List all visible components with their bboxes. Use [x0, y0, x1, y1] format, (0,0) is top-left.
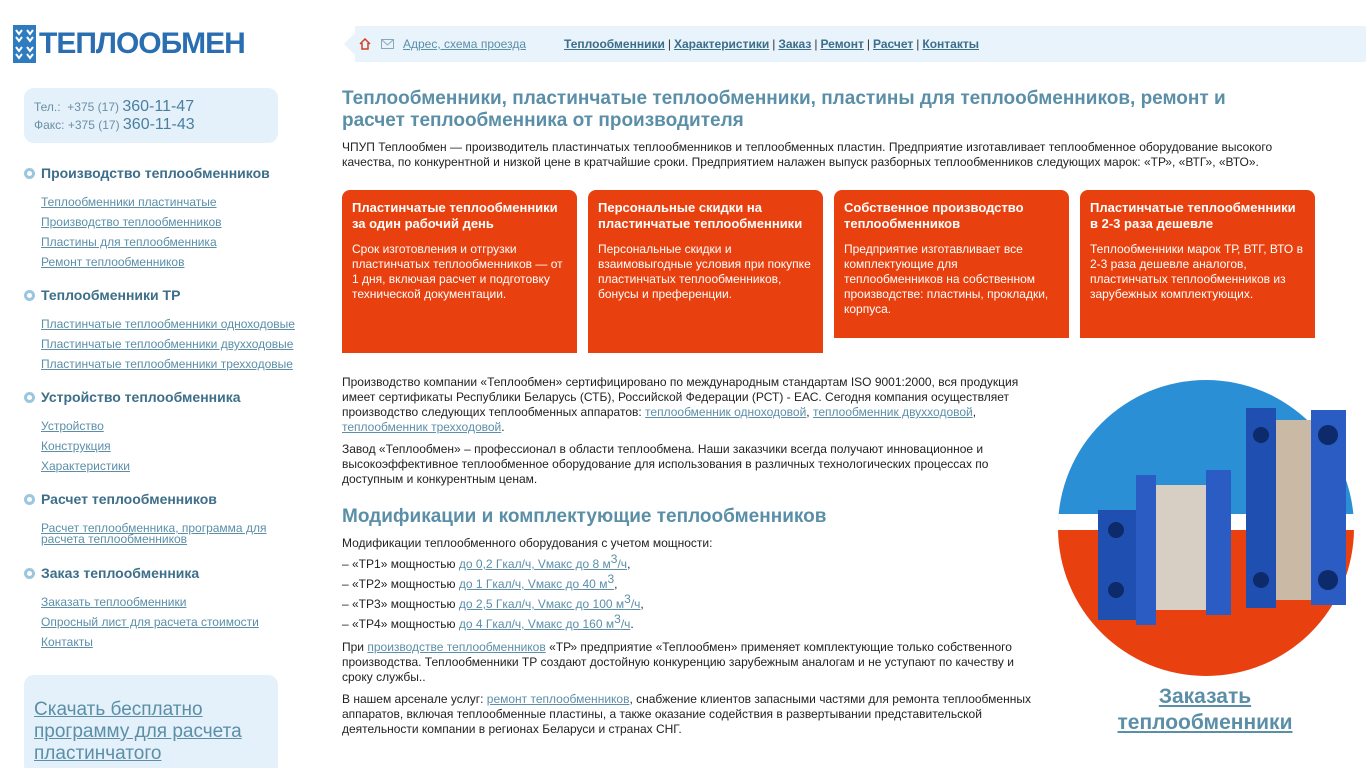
heat-exchanger-image[interactable] [1056, 380, 1366, 680]
sidebar-heading: Расчет теплообменников [41, 491, 217, 507]
bullet-icon [24, 290, 35, 301]
bullet-icon [24, 494, 35, 505]
logo-text: ТЕПЛООБМЕН [39, 27, 245, 60]
feature-card[interactable] [342, 190, 577, 353]
nav-repair[interactable]: Ремонт [820, 37, 864, 51]
nav-characteristics[interactable]: Характеристики [673, 37, 770, 51]
feature-card[interactable] [588, 190, 823, 353]
home-icon[interactable] [359, 38, 371, 50]
link-repair[interactable]: ремонт теплообменников [486, 692, 630, 706]
plant-text: Завод «Теплообмен» – профессионал в области теплообмена. Наши заказчики всегда получают инновационное и высокоэффективное теплообменное оборудование для использования в различных технологических процессах по доступным и конкурентным ценам. [342, 442, 989, 486]
sidebar-heading: Заказ теплообменника [41, 565, 200, 581]
page-title: Теплообменники, пластинчатые теплообменники, пластины для теплообменников, ремонт и расчет теплообменника от производителя [342, 88, 1226, 131]
link-single-pass[interactable]: теплообменник одноходовой [645, 405, 807, 419]
feature-card[interactable] [1080, 190, 1315, 338]
card-text: Персональные скидки и взаимовыгодные условия при покупке пластинчатых теплообменников, бонусы и преференции. [598, 242, 811, 301]
fax-line: Факс: +375 (17) 360-11-43 [34, 116, 195, 133]
sidebar-link[interactable]: Пластинчатые теплообменники двухходовые [41, 337, 294, 351]
sidebar-heading: Устройство теплообменника [41, 389, 241, 405]
modifications-heading: Модификации и комплектующие теплообменников [342, 506, 827, 527]
card-title: Пластинчатые теплообменники за один рабочий день [352, 200, 558, 231]
contact-box [24, 88, 278, 143]
mail-icon [381, 39, 394, 49]
link-two-pass[interactable]: теплообменник двухходовой [812, 405, 973, 419]
sidebar-link[interactable]: Устройство [41, 419, 104, 433]
sidebar-link[interactable]: Пластинчатые теплообменники одноходовые [41, 317, 295, 331]
sidebar-link[interactable]: Заказать теплообменники [41, 595, 187, 609]
card-title: Пластинчатые теплообменники в 2-3 раза дешевле [1090, 200, 1296, 231]
bullet-icon [24, 168, 35, 179]
modifications-intro: Модификации теплообменного оборудования с учетом мощности: [342, 536, 713, 550]
sidebar-link[interactable]: Пластины для теплообменника [41, 235, 217, 249]
list-item: – «ТР3» мощностью до 2,5 Гкал/ч, Vмакс до 100 м$^3$/ч, [342, 592, 644, 611]
list-item: – «ТР1» мощностью до 0,2 Гкал/ч, Vмакс до 8 м$^3$/ч, [342, 552, 631, 571]
card-text: Срок изготовления и отгрузки пластинчатых теплообменников — от 1 дня, включая расчет и подготовку технической документации. [352, 242, 563, 301]
intro-text: ЧПУП Теплообмен — производитель пластинчатых теплообменников и теплообменных пластин. Предприятие изготавливает теплообменное оборудование высокого качества, по конкурентной и низкой цене в кратчайшие сроки. Предприятием налажен выпуск разборных теплообменников следующих марок: «ТР», «ВТГ», «ВТО». [342, 140, 1273, 169]
sidebar-link[interactable]: Расчет теплообменника, программа для расчета теплообменников [41, 521, 267, 546]
services-text: В нашем арсенале услуг: ремонт теплообменников, снабжение клиентов запасными частями для ремонта теплообменных аппаратов, включая теплообменные пластины, а также оказание содействия в развертывании представительской деятельности компании в регионах Беларуси и странах СНГ. [342, 692, 1031, 736]
mod-link[interactable]: до 4 Гкал/ч, Vмакс до 160 м$^3$/ч [458, 612, 631, 631]
list-item: – «ТР2» мощностью до 1 Гкал/ч, Vмакс до 40 м$^3$, [342, 572, 618, 591]
sidebar-link[interactable]: Производство теплообменников [41, 215, 222, 229]
link-production[interactable]: производстве теплообменников [367, 640, 546, 654]
mod-link[interactable]: до 1 Гкал/ч, Vмакс до 40 м$^3$ [458, 572, 615, 591]
sidebar-section-calculation [24, 491, 311, 549]
sidebar-link[interactable]: Ремонт теплообменников [41, 255, 185, 269]
card-text: Теплообменники марок ТР, ВТГ, ВТО в 2-3 раза дешевле аналогов, пластинчатых теплообменников из зарубежных комплектующих. [1090, 242, 1303, 301]
modifications-list [342, 536, 712, 634]
nav-contacts[interactable]: Контакты [922, 37, 979, 51]
mod-link[interactable]: до 0,2 Гкал/ч, Vмакс до 8 м$^3$/ч [458, 552, 628, 571]
address-link[interactable]: Адрес, схема проезда [403, 37, 526, 51]
download-program-link[interactable]: Скачать бесплатно программу для расчета пластинчатого [34, 699, 242, 764]
fax-number: 360-11-43 [122, 116, 195, 133]
sidebar-link[interactable]: Характеристики [41, 459, 130, 473]
feature-cards [342, 190, 1326, 353]
sidebar-link[interactable]: Опросный лист для расчета стоимости [41, 615, 259, 629]
sidebar-section-tr [24, 287, 295, 374]
nav-order[interactable]: Заказ [778, 37, 812, 51]
nav-heat-exchangers[interactable]: Теплообменники [564, 37, 665, 51]
list-item: – «ТР4» мощностью до 4 Гкал/ч, Vмакс до 160 м$^3$/ч. [342, 612, 634, 631]
download-box [24, 675, 278, 768]
logo[interactable] [13, 24, 245, 64]
order-heat-exchangers-link[interactable]: Заказать теплообменники [1117, 685, 1293, 734]
sidebar-link[interactable]: Контакты [41, 635, 93, 649]
phone-number: 360-11-47 [122, 98, 195, 115]
sidebar-section-production [24, 165, 270, 272]
top-nav: Теплообменники | Характеристики | Заказ | Ремонт | Расчет | Контакты [564, 37, 979, 51]
top-bar [355, 26, 1366, 62]
link-three-pass[interactable]: теплообменник трехходовой [342, 420, 502, 434]
bullet-icon [24, 568, 35, 579]
sidebar-link[interactable]: Конструкция [41, 439, 111, 453]
card-text: Предприятие изготавливает все комплектующие для теплообменников на собственном производстве: пластины, прокладки, корпуса. [844, 242, 1049, 316]
tr-text: При производстве теплообменников «ТР» предприятие «Теплообмен» применяет комплектующие только собственного производства. Теплообменники ТР создают достойную конкуренцию зарубежным аналогам и не уступают по качеству и сроку службы.. [342, 640, 1014, 684]
sidebar-heading: Теплообменники ТР [41, 287, 181, 303]
card-title: Собственное производство теплообменников [844, 200, 1024, 231]
card-title: Персональные скидки на пластинчатые теплообменники [598, 200, 803, 231]
bullet-icon [24, 392, 35, 403]
nav-calculation[interactable]: Расчет [873, 37, 914, 51]
sidebar-link[interactable]: Теплообменники пластинчатые [41, 195, 217, 209]
sidebar-link[interactable]: Пластинчатые теплообменники трехходовые [41, 357, 293, 371]
phone-line: Тел.: +375 (17) 360-11-47 [34, 98, 195, 115]
sidebar-heading: Производство теплообменников [41, 165, 270, 181]
feature-card[interactable] [834, 190, 1069, 338]
sidebar-section-order [24, 565, 259, 652]
mod-link[interactable]: до 2,5 Гкал/ч, Vмакс до 100 м$^3$/ч [458, 592, 641, 611]
logo-icon [13, 25, 36, 63]
certification-text: Производство компании «Теплообмен» сертифицировано по международным стандартам ISO 9001:2000, вся продукция имеет сертификаты Республики Беларусь (СТБ), Российской Федерации (РСТ) - ЕАС. Сегодня компания осуществляет производство следующих теплообменных аппаратов: теплообменник одноходовой, теплообменник двухходовой, теплообменник трехходовой. [342, 375, 1019, 434]
sidebar-section-design [24, 389, 241, 476]
